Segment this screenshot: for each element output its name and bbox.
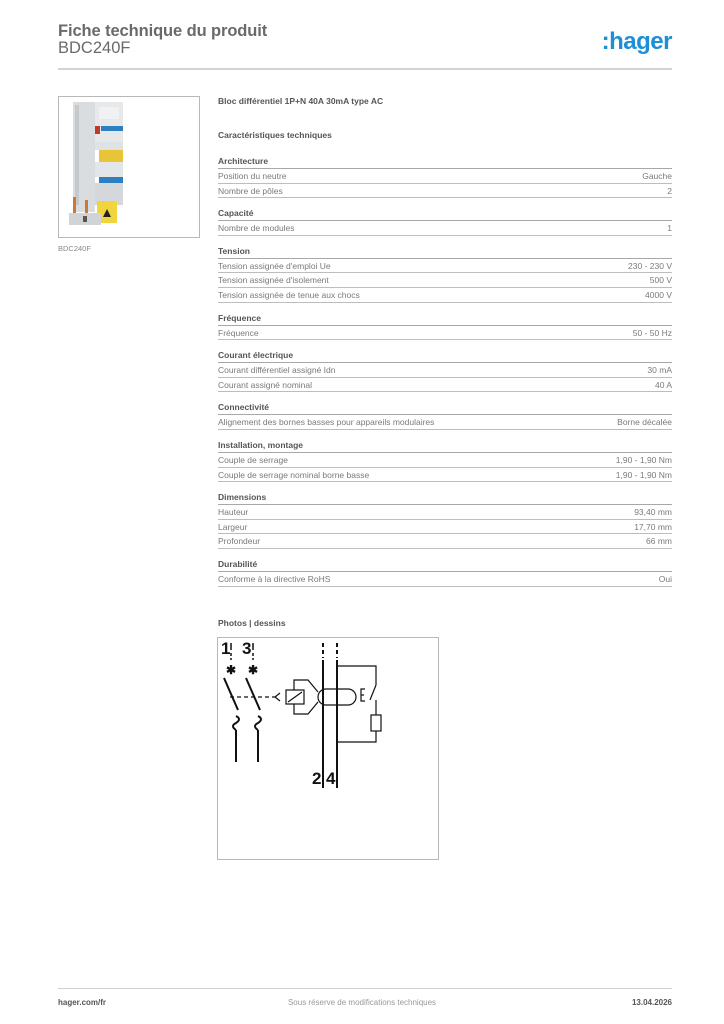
spec-label: Tension assignée d'isolement [218, 275, 329, 286]
spec-value: 1 [667, 223, 672, 234]
spec-group-courant [218, 349, 672, 392]
spec-label: Couple de serrage [218, 454, 288, 465]
page-title: Fiche technique du produit [58, 22, 268, 40]
terminal-label-1: 1 [221, 639, 231, 658]
spec-label: Nombre de pôles [218, 185, 283, 196]
group-title: Fréquence [218, 312, 672, 326]
spec-value: 500 V [649, 275, 672, 286]
specs-title: Caractéristiques techniques [218, 130, 332, 140]
spec-row [218, 363, 672, 378]
spec-value: 40 A [654, 379, 672, 390]
spec-group-frequence [218, 312, 672, 341]
group-title: Courant électrique [218, 349, 672, 363]
spec-label: Alignement des bornes basses pour appareils modulaires [218, 417, 435, 428]
hager-logo: :hager [601, 28, 672, 55]
spec-row [218, 453, 672, 468]
footer-notice: Sous réserve de modifications techniques [287, 998, 437, 1007]
spec-row [218, 468, 672, 483]
terminal-label-4: 4 [326, 769, 336, 788]
spec-row [218, 273, 672, 288]
group-title: Dimensions [218, 491, 672, 505]
spec-value: 4000 V [645, 289, 672, 300]
spec-value: Borne décalée [617, 417, 672, 428]
product-photo [58, 96, 200, 238]
spec-label: Courant différentiel assigné Idn [218, 365, 336, 376]
spec-value: 30 mA [647, 365, 672, 376]
photo-caption: BDC240F [58, 244, 91, 253]
spec-label: Nombre de modules [218, 223, 295, 234]
wiring-diagram-icon [218, 638, 438, 859]
footer-website: hager.com/fr [58, 998, 107, 1007]
spec-label: Hauteur [218, 507, 249, 518]
spec-row [218, 505, 672, 520]
spec-label: Position du neutre [218, 171, 287, 181]
spec-value: 1,90 - 1,90 Nm [615, 469, 672, 480]
spec-group-architecture [218, 155, 672, 198]
photos-title: Photos | dessins [218, 618, 286, 628]
spec-row [218, 534, 672, 549]
group-title: Durabilité [218, 558, 672, 572]
spec-row [218, 378, 672, 393]
spec-label: Fréquence [218, 327, 259, 338]
terminal-label-3: 3 [242, 639, 252, 658]
spec-value: 1,90 - 1,90 Nm [615, 454, 672, 465]
group-title: Connectivité [218, 401, 672, 415]
spec-row [218, 326, 672, 341]
spec-label: Conforme à la directive RoHS [218, 573, 331, 584]
product-photo-icon [59, 97, 199, 237]
spec-row [218, 259, 672, 274]
group-title: Capacité [218, 207, 672, 221]
wiring-diagram [217, 637, 439, 860]
spec-value: 50 - 50 Hz [632, 327, 672, 338]
spec-group-installation [218, 439, 672, 482]
footer-divider [58, 988, 672, 989]
spec-row [218, 221, 672, 236]
spec-row [218, 415, 672, 430]
spec-row [218, 169, 672, 184]
spec-group-tension [218, 245, 672, 303]
spec-value: Gauche [642, 171, 672, 181]
spec-label: Tension assignée de tenue aux chocs [218, 289, 360, 300]
group-title: Tension [218, 245, 672, 259]
group-title: Installation, montage [218, 439, 672, 453]
specs-table [218, 155, 672, 596]
product-description: Bloc différentiel 1P+N 40A 30mA type AC [218, 96, 384, 106]
spec-value: 93,40 mm [634, 507, 672, 518]
spec-label: Couple de serrage nominal borne basse [218, 469, 370, 480]
spec-group-connectivite [218, 401, 672, 430]
spec-row [218, 288, 672, 303]
spec-group-dimensions [218, 491, 672, 549]
header-divider [58, 68, 672, 70]
spec-label: Largeur [218, 521, 248, 532]
group-title: Architecture [218, 155, 672, 169]
product-reference: BDC240F [58, 39, 131, 57]
terminal-label-2: 2 [312, 769, 322, 788]
spec-label: Courant assigné nominal [218, 379, 313, 390]
footer-date: 13.04.2026 [631, 998, 672, 1007]
spec-value: 230 - 230 V [628, 260, 672, 271]
spec-label: Profondeur [218, 536, 261, 547]
spec-group-capacite [218, 207, 672, 236]
contact-star-1: ✱ [226, 663, 237, 677]
spec-row [218, 520, 672, 535]
spec-value: 66 mm [646, 536, 672, 547]
spec-group-durabilite [218, 558, 672, 587]
spec-value: 17,70 mm [634, 521, 672, 532]
spec-value: 2 [667, 185, 672, 196]
spec-row [218, 572, 672, 587]
contact-star-3: ✱ [248, 663, 259, 677]
spec-row [218, 184, 672, 199]
spec-value: Oui [658, 573, 672, 584]
spec-label: Tension assignée d'emploi Ue [218, 260, 331, 271]
